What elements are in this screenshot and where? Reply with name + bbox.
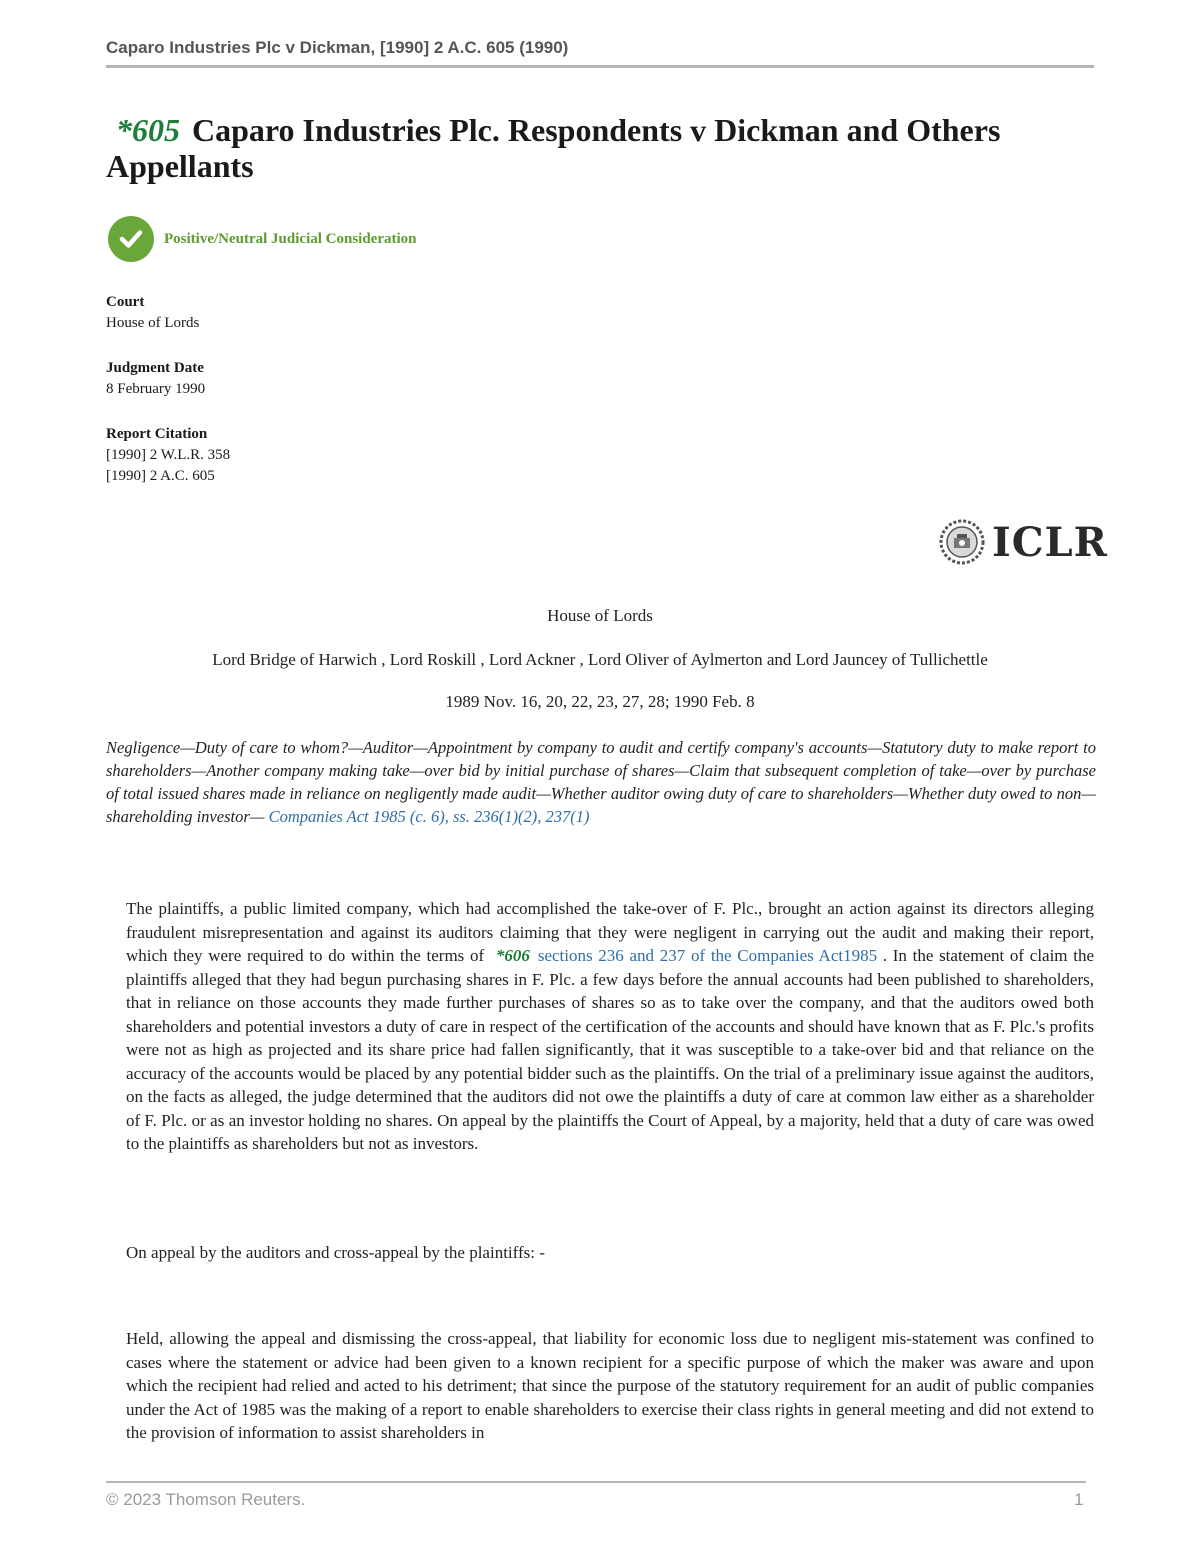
statute-link[interactable]: sections 236 and 237 of the Companies Act1985	[537, 946, 878, 965]
report-citation-label: Report Citation	[106, 426, 208, 442]
court-block	[106, 292, 199, 334]
court-label: Court	[106, 294, 145, 310]
court-value: House of Lords	[106, 315, 200, 331]
document-title	[106, 112, 1106, 184]
consideration-flag[interactable]	[108, 216, 417, 262]
report-citation-item: [1990] 2 W.L.R. 358	[106, 447, 231, 463]
iclr-logo	[938, 516, 1108, 568]
hearing-dates: 1989 Nov. 16, 20, 22, 23, 27, 28; 1990 Feb. 8	[445, 692, 755, 711]
judgment-date-label: Judgment Date	[106, 360, 204, 376]
headnote-paragraph: Held, allowing the appeal and dismissing the cross-appeal, that liability for economic loss due to negligent mis-statement was confined to cases where the statement or advice had been given to a known recipient for a specific purpose of which the maker was aware and upon which the recipient had relied and acted to his detriment; that since the purpose of the statutory requirement for an audit of public companies under the Act of 1985 was the making of a report to enable shareholders to exercise their class rights in general meeting and did not extend to the provision of information to assist shareholders in	[126, 1329, 1094, 1442]
headnote-paragraph: On appeal by the auditors and cross-appeal by the plaintiffs: -	[126, 1243, 545, 1262]
court-heading: House of Lords	[547, 606, 653, 625]
page-marker: *606	[495, 946, 530, 965]
paragraph-text: The plaintiffs, a public limited company, which had accomplished the take-over of F. Plc., brought an action against its directors alleging fraudulent misrepresentation and against its auditors claiming that they were negligent in carrying out the audit and making their report, which they were required to do within the terms of	[126, 899, 1094, 965]
footer-page-number: 1	[1074, 1490, 1084, 1509]
iclr-logo-text: ICLR	[992, 518, 1108, 566]
report-citation-block	[106, 424, 230, 487]
paragraph-text: . In the statement of claim the plaintiffs alleged that they had begun purchasing shares in F. Plc. a few days before the annual accounts had been published to shareholders, that in reliance on those accounts they made further purchases of shares so as to take over the company, and that the auditors owed both shareholders and potential investors a duty of care in respect of the certification of the accounts and should have known that as F. Plc.'s profits were not as high as projected and its share price had fallen significantly, that it was susceptible to a take-over bid and that reliance on the accuracy of the accounts would be placed by any potential bidder such as the plaintiffs. On the trial of a preliminary issue against the auditors, on the facts as alleged, the judge determined that the auditors did not owe the plaintiffs a duty of care at common law either as a shareholder of F. Plc. or as an investor holding no shares. On appeal by the plaintiffs the Court of Appeal, by a majority, held that a duty of care was owed to the plaintiffs as shareholders but not as investors.	[126, 946, 1095, 1153]
catchwords-text: Negligence—Duty of care to whom?—Auditor—Appointment by company to audit and certify company's accounts—Statutory duty to make report to shareholders—Another company making take—over bid by initial purchase of shares—Claim that subsequent completion of take—over by purchase of total issued shares made in reliance on negligently made audit—Whether auditor owing duty of care to shareholders—Whether duty owed to non—shareholding investor—	[106, 738, 1096, 826]
iclr-crest-icon	[938, 516, 986, 568]
footer-copyright: © 2023 Thomson Reuters.	[106, 1490, 306, 1509]
title-text: Caparo Industries Plc. Respondents v Dickman and Others Appellants	[106, 112, 1001, 184]
report-citation-item: [1990] 2 A.C. 605	[106, 468, 215, 484]
header-divider	[106, 65, 1094, 68]
page-marker: *605	[116, 112, 180, 148]
footer-divider	[106, 1481, 1086, 1483]
consideration-label: Positive/Neutral Judicial Consideration	[164, 230, 417, 247]
catchwords	[106, 736, 1096, 828]
judgment-date-value: 8 February 1990	[106, 381, 206, 397]
statute-link[interactable]: Companies Act 1985 (c. 6), ss. 236(1)(2), 237(1)	[268, 807, 590, 826]
running-header-title: Caparo Industries Plc v Dickman, [1990] 2 A.C. 605 (1990)	[106, 38, 569, 57]
headnote-paragraph	[126, 897, 1094, 1156]
judgment-date-block	[106, 358, 205, 400]
judges-line: Lord Bridge of Harwich , Lord Roskill , Lord Ackner , Lord Oliver of Aylmerton and Lord Jauncey of Tullichettle	[212, 650, 988, 669]
check-circle-icon	[108, 216, 154, 262]
